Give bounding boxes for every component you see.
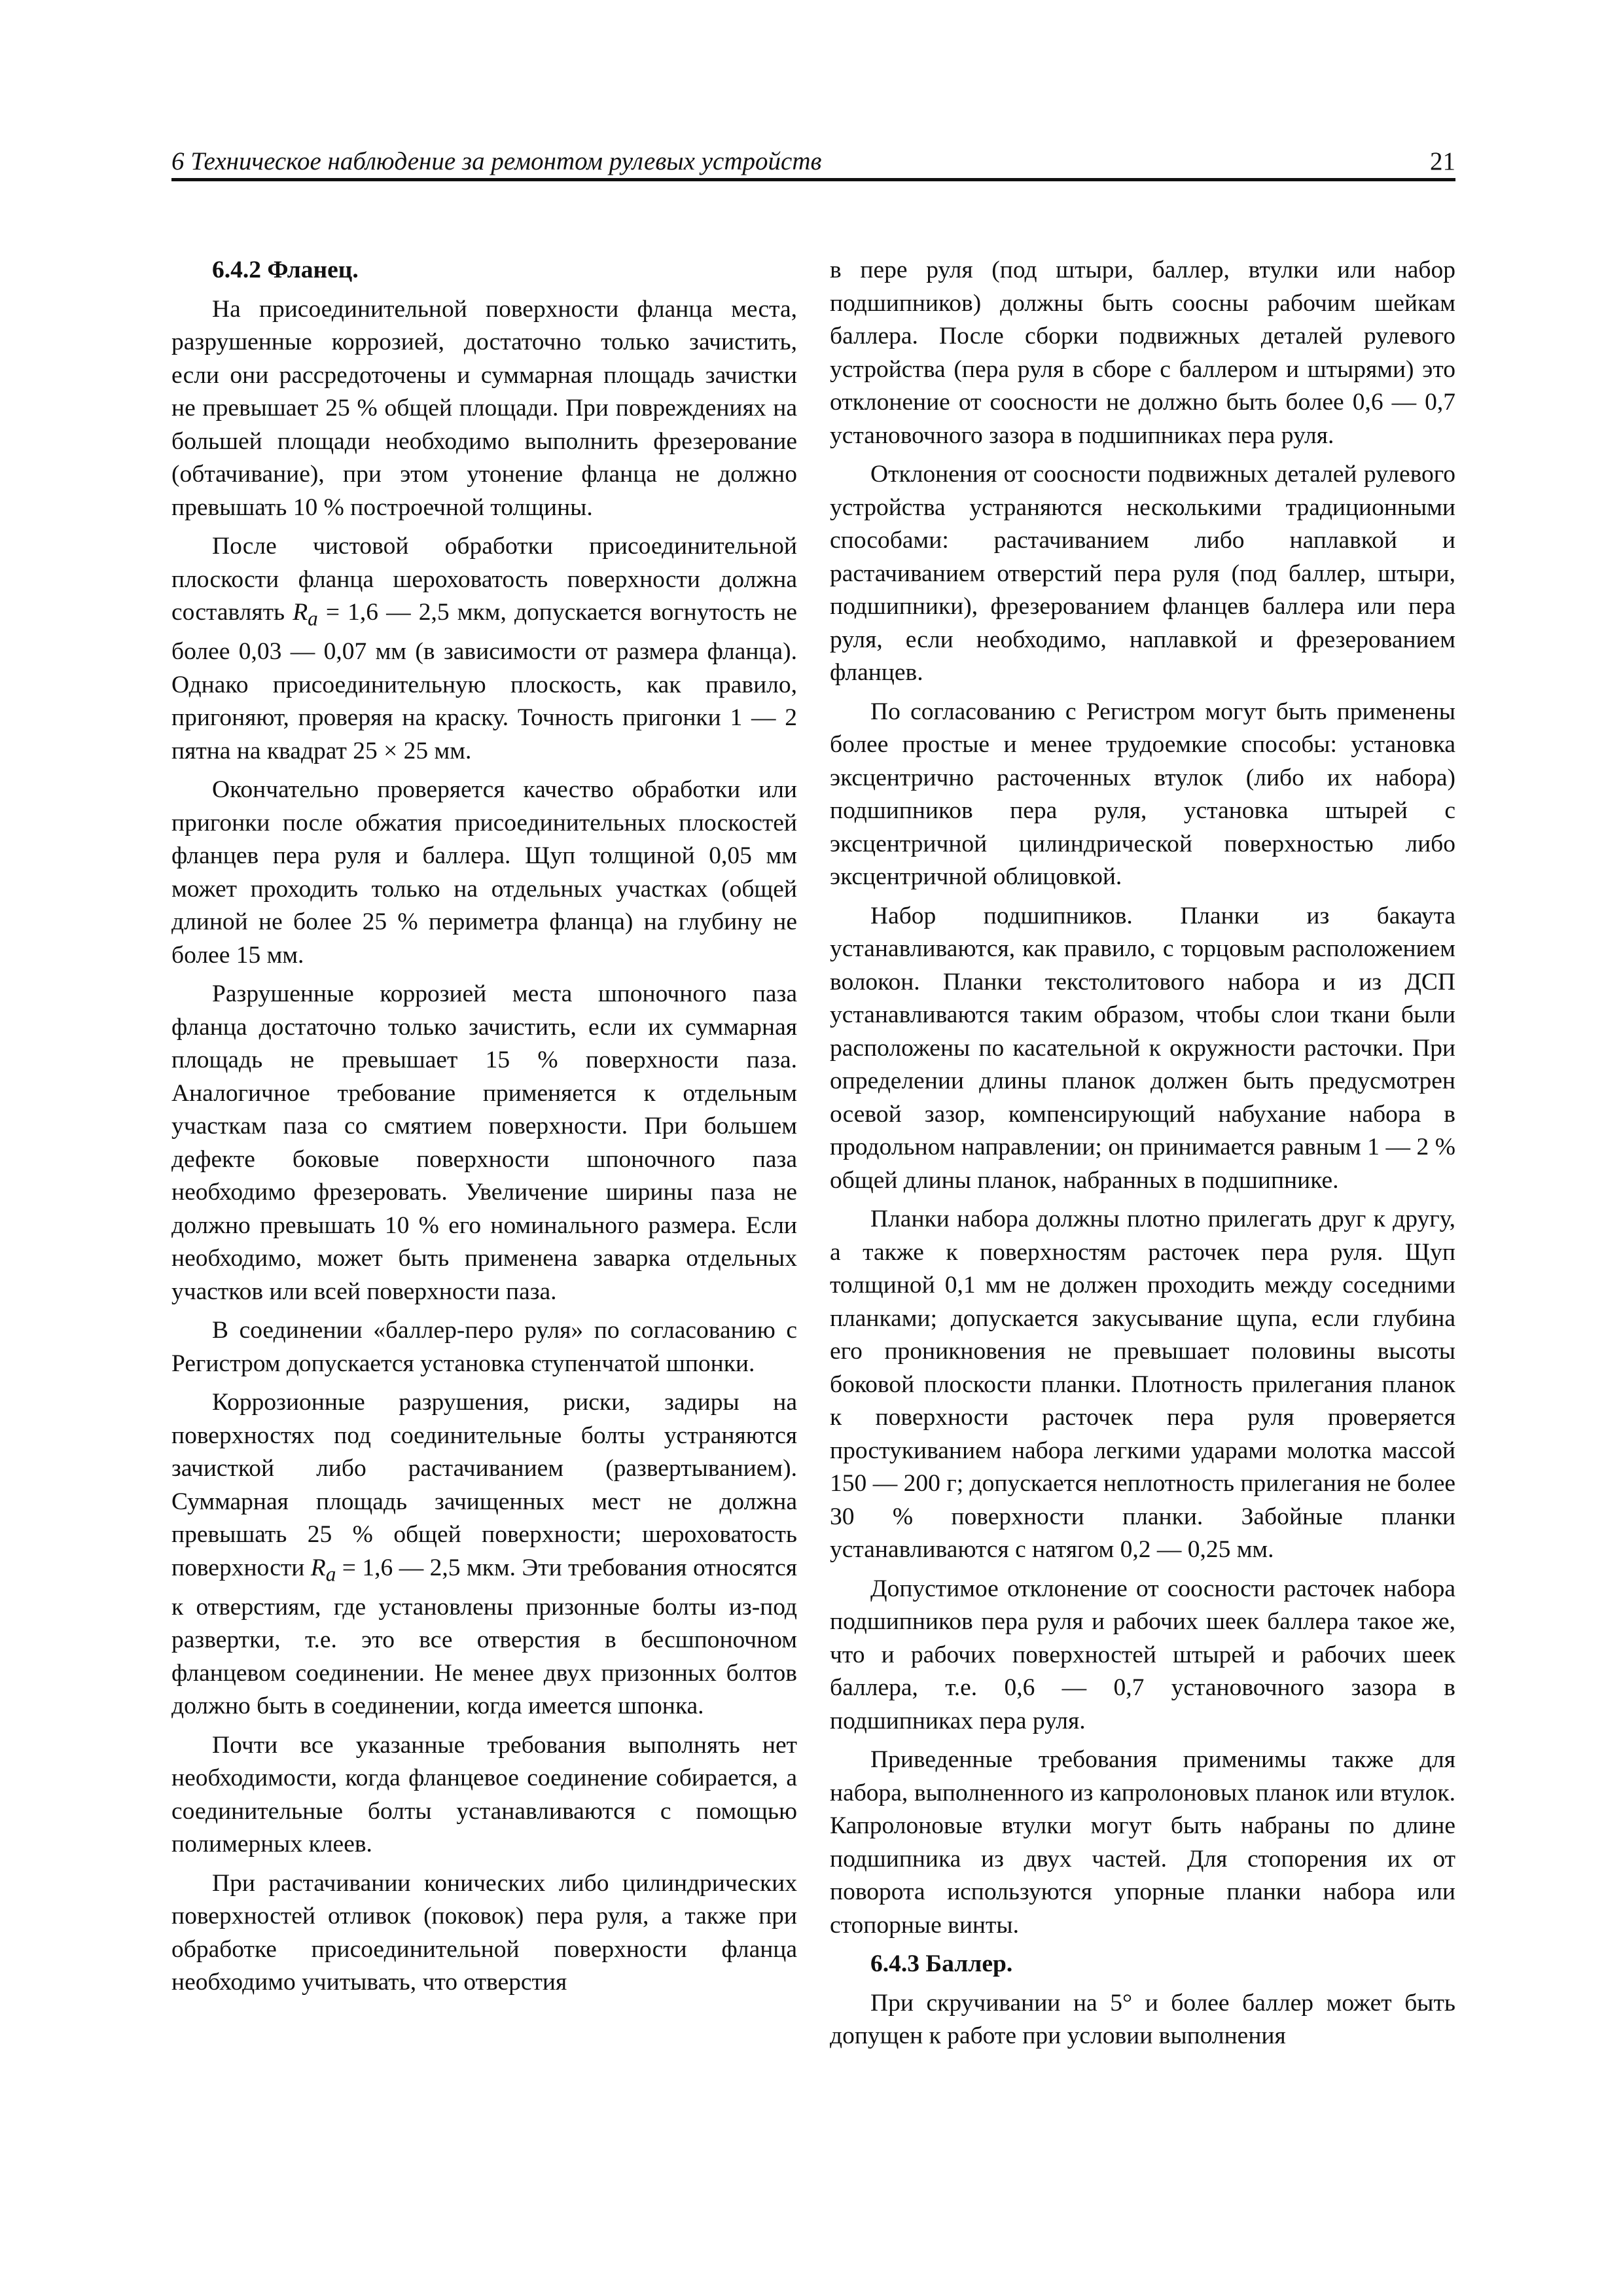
var-r: R: [310, 1554, 326, 1581]
section-heading-6-4-3: [830, 1948, 1455, 1981]
var-r: R: [293, 599, 308, 626]
section-number: 6.4.2: [212, 257, 261, 283]
paragraph: Набор подшипников. Планки из бакаута устанавливаются, как правило, с торцовым расположением волокон. Планки текстолитового набора и из ДСП устанавливаются таким образом, чтобы слои ткани были расположены по касательной к окружности расточки. При определении длины планок должен быть предусмотрен осевой зазор, компенсирующий набухание набора в продольном направлении; он принимается равным 1 — 2 % общей длины планок, набранных в подшипнике.: [830, 902, 1455, 1194]
paragraph: Почти все указанные требования выполнять нет необходимости, когда фланцевое соединение собирается, а соединительные болты устанавливаются с помощью полимерных клеев.: [171, 1731, 797, 1857]
page-number: 21: [1430, 147, 1455, 175]
var-sub-a: a: [325, 1562, 336, 1585]
section-heading-6-4-2: [171, 254, 797, 287]
paragraph: Окончательно проверяется качество обработки или пригонки после обжатия присоединительных плоскостей фланцев пера руля и баллера. Щуп толщиной 0,05 мм может проходить только на отдельных участках (общей длиной не более 25 % периметра фланца) на глубину не более 15 мм.: [171, 776, 797, 969]
paragraph: В соединении «баллер-перо руля» по согласованию с Регистром допускается установка ступенчатой шпонки.: [171, 1317, 797, 1377]
left-column: [171, 254, 797, 2005]
running-header: [171, 145, 1455, 181]
section-title: Баллер.: [925, 1950, 1013, 1977]
paragraph: Допустимое отклонение от соосности расточек набора подшипников пера руля и рабочих шеек баллера такое же, что и рабочих поверхностей штырей и рабочих шеек баллера, т.е. 0,6 — 0,7 установочного зазора в подшипниках пера руля.: [830, 1575, 1455, 1734]
header-title: 6 Техническое наблюдение за ремонтом рулевых устройств: [171, 147, 822, 175]
section-title: Фланец.: [267, 257, 359, 283]
paragraph: При растачивании конических либо цилиндрических поверхностей отливок (поковок) пера руля, а также при обработке присоединительной поверхности фланца необходимо учитывать, что отверстия: [171, 1869, 797, 1996]
paragraph: Планки набора должны плотно прилегать друг к другу, а также к поверхностям расточек пера руля. Щуп толщиной 0,1 мм не должен проходить между соседними планками; допускается закусывание щупа, если глубина его проникновения не превышает половины высоты боковой плоскости планки. Плотность прилегания планок к поверхности расточек пера руля проверяется простукиванием набора легкими ударами молотка массой 150 — 200 г; допускается неплотность прилегания не более 30 % поверхности планки. Забойные планки устанавливаются с натягом 0,2 — 0,25 мм.: [830, 1206, 1455, 1563]
paragraph-roughness: После чистовой обработки присоединительной плоскости фланца шероховатость поверхности должна составлять $R_a = 1,6$ — 2,5 мкм, допускается вогнутость не более 0,03 — 0,07 мм (в зависимости от размера фланца). Однако присоединительную плоскость, как правило, пригоняют, проверяя на краску. Точность пригонки 1 — 2 пятна на квадрат 25 × 25 мм.: [171, 533, 797, 764]
paragraph: По согласованию с Регистром могут быть применены более простые и менее трудоемкие способы: установка эксцентрично расточенных втулок (либо их набора) подшипников пера руля, установка штырей с эксцентричной цилиндрической поверхностью либо эксцентричной облицовкой.: [830, 698, 1455, 890]
paragraph: При скручивании на 5° и более баллер может быть допущен к работе при условии выполнения: [830, 1989, 1455, 2049]
var-sub-a: a: [308, 607, 318, 630]
paragraph: Отклонения от соосности подвижных деталей рулевого устройства устраняются несколькими традиционными способами: растачиванием либо наплавкой и растачиванием отверстий пера руля (под баллер, штыри, подшипники), фрезерованием фланцев баллера или пера руля, если необходимо, наплавкой и фрезерованием фланцев.: [830, 461, 1455, 686]
paragraph: Приведенные требования применимы также для набора, выполненного из капролоновых планок или втулок. Капролоновые втулки могут быть набраны по длине подшипника из двух частей. Для стопорения их от поворота используются упорные планки набора или стопорные винты.: [830, 1746, 1455, 1939]
paragraph: Разрушенные коррозией места шпоночного паза фланца достаточно только зачистить, если их суммарная площадь не превышает 15 % поверхности паза. Аналогичное требование применяется к отдельным участкам паза со смятием поверхности. При большем дефекте боковые поверхности шпоночного паза необходимо фрезеровать. Увеличение ширины паза не должно превышать 10 % его номинального размера. Если необходимо, может быть применена заварка отдельных участков или всей поверхности паза.: [171, 980, 797, 1305]
paragraph-bolts: Коррозионные разрушения, риски, задиры на поверхностях под соединительные болты устраняются зачисткой либо растачиванием (развертыванием). Суммарная площадь зачищенных мест не должна превышать 25 % общей поверхности; шероховатость поверхности $R_a = 1,6$ — 2,5 мкм. Эти требования относятся к отверстиям, где установлены призонные болты из-под развертки, т.е. это все отверстия в бесшпоночном фланцевом соединении. Не менее двух призонных болтов должно быть в соединении, когда имеется шпонка.: [171, 1389, 797, 1719]
section-number: 6.4.3: [870, 1950, 919, 1977]
right-column: [830, 254, 1455, 2059]
paragraph: в пере руля (под штыри, баллер, втулки или набор подшипников) должны быть соосны рабочим шейкам баллера. После сборки подвижных деталей рулевого устройства (пера руля в сборе с баллером и штырями) это отклонение от соосности не должно быть более 0,6 — 0,7 установочного зазора в подшипниках пера руля.: [830, 257, 1455, 449]
paragraph: На присоединительной поверхности фланца места, разрушенные коррозией, достаточно только зачистить, если они рассредоточены и суммарная площадь зачистки не превышает 25 % общей площади. При повреждениях на большей площади необходимо выполнить фрезерование (обтачивание), при этом утонение фланца не должно превышать 10 % построечной толщины.: [171, 295, 797, 521]
